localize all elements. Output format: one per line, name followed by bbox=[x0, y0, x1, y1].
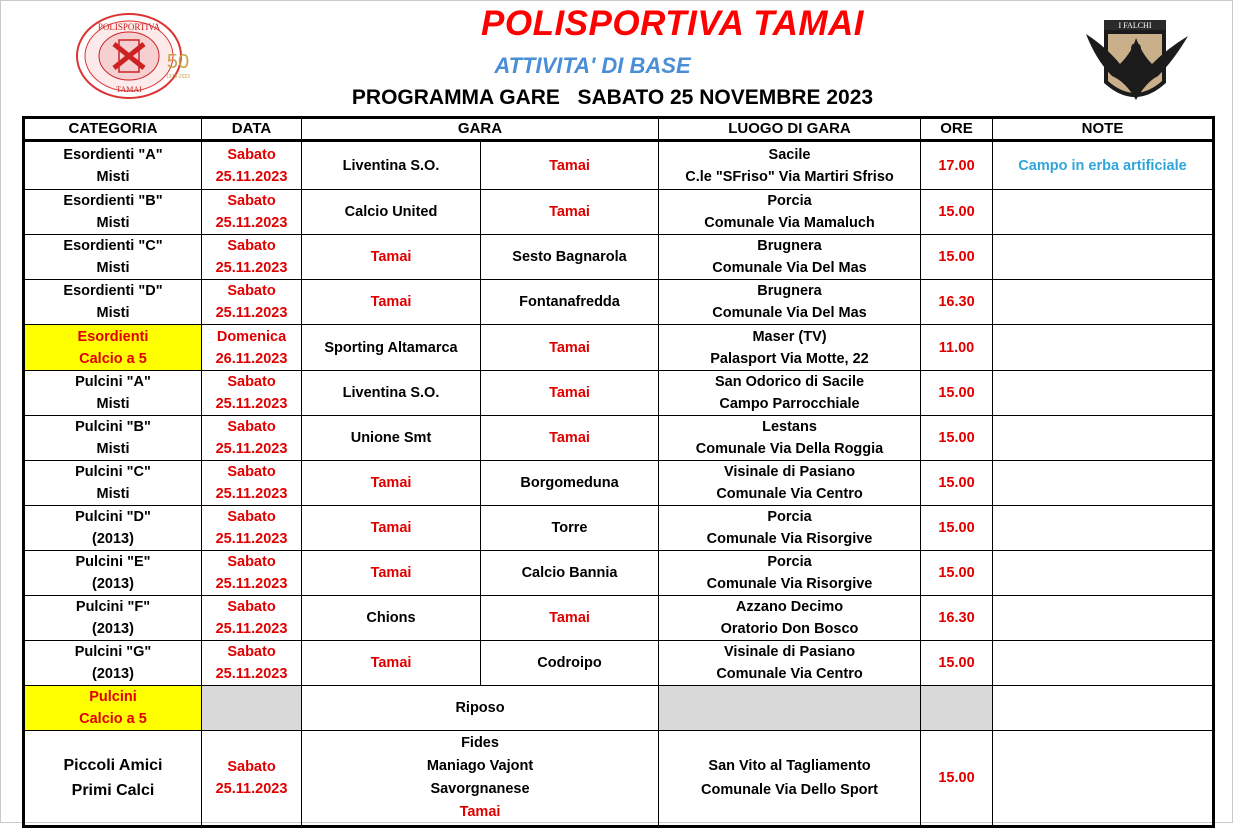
header-categoria: CATEGORIA bbox=[24, 118, 202, 141]
note-cell bbox=[993, 596, 1214, 641]
away-team-cell: Calcio Bannia bbox=[481, 551, 659, 596]
category-cell bbox=[24, 551, 202, 596]
category-cell bbox=[24, 416, 202, 461]
cell-line-2: Calcio a 5 bbox=[79, 350, 147, 367]
cell-line-2: Comunale Via Risorgive bbox=[706, 531, 873, 547]
cell-line-1: Sabato bbox=[227, 554, 276, 570]
note-cell bbox=[993, 551, 1214, 596]
cell-line-1: San Vito al Tagliamento bbox=[708, 758, 871, 774]
venue-cell bbox=[659, 371, 921, 416]
cell-line-1: Sacile bbox=[768, 146, 811, 163]
team-name: Savorgnanese bbox=[430, 781, 530, 797]
cell-line-1: Sabato bbox=[227, 644, 276, 660]
category-cell bbox=[24, 371, 202, 416]
table-row bbox=[24, 416, 1214, 461]
cell-line-2: (2013) bbox=[92, 621, 134, 637]
away-team-cell: Tamai bbox=[481, 596, 659, 641]
category-cell bbox=[24, 461, 202, 506]
away-team-cell: Borgomeduna bbox=[481, 461, 659, 506]
away-team-cell: Tamai bbox=[481, 141, 659, 190]
date-cell bbox=[202, 731, 302, 827]
home-team-cell: Tamai bbox=[302, 641, 481, 686]
cell-line-2: Palasport Via Motte, 22 bbox=[710, 350, 869, 367]
cell-line-1: Sabato bbox=[227, 464, 276, 480]
away-team-cell: Tamai bbox=[481, 190, 659, 235]
cell-line-1: Sabato bbox=[227, 238, 276, 254]
cell-line-1: Esordienti "C" bbox=[63, 238, 163, 254]
cell-line-2: 25.11.2023 bbox=[215, 621, 288, 637]
category-cell bbox=[24, 190, 202, 235]
header-note: NOTE bbox=[993, 118, 1214, 141]
away-team-cell: Tamai bbox=[481, 325, 659, 371]
cell-line-1: Esordienti bbox=[77, 328, 149, 345]
cell-line-1: Esordienti "B" bbox=[63, 193, 163, 209]
page-subtitle: ATTIVITA' DI BASE bbox=[494, 53, 691, 78]
cell-line-2: 25.11.2023 bbox=[215, 666, 288, 682]
cell-line-2: Misti bbox=[96, 168, 130, 185]
date-cell bbox=[202, 596, 302, 641]
category-cell bbox=[24, 506, 202, 551]
category-cell bbox=[24, 641, 202, 686]
away-team-cell: Tamai bbox=[481, 416, 659, 461]
away-team-cell: Codroipo bbox=[481, 641, 659, 686]
page-title: POLISPORTIVA TAMAI bbox=[481, 4, 864, 43]
note-cell bbox=[993, 506, 1214, 551]
category-cell bbox=[24, 686, 202, 731]
header-gara: GARA bbox=[302, 118, 659, 141]
date-cell bbox=[202, 280, 302, 325]
cell-line-1: Lestans bbox=[762, 419, 817, 435]
away-team-cell: Sesto Bagnarola bbox=[481, 235, 659, 280]
category-cell bbox=[24, 325, 202, 371]
cell-line-1: Sabato bbox=[227, 374, 276, 390]
note-cell bbox=[993, 641, 1214, 686]
time-cell: 15.00 bbox=[921, 190, 993, 235]
logo-years: 1973-2023 bbox=[166, 74, 190, 80]
category-cell bbox=[24, 596, 202, 641]
cell-line-1: Sabato bbox=[227, 193, 276, 209]
away-team-cell: Torre bbox=[481, 506, 659, 551]
table-row bbox=[24, 280, 1214, 325]
home-team-cell: Tamai bbox=[302, 551, 481, 596]
cell-line-1: Porcia bbox=[767, 509, 812, 525]
venue-cell bbox=[659, 641, 921, 686]
header-data: DATA bbox=[202, 118, 302, 141]
date-cell bbox=[202, 371, 302, 416]
cell-line-2: Misti bbox=[96, 215, 130, 231]
cell-line-1: Azzano Decimo bbox=[735, 599, 844, 615]
time-cell: 15.00 bbox=[921, 641, 993, 686]
cell-line-2: 25.11.2023 bbox=[215, 168, 288, 185]
note-cell bbox=[993, 371, 1214, 416]
cell-line-2: Oratorio Don Bosco bbox=[720, 621, 859, 637]
team-name: Tamai bbox=[459, 804, 501, 820]
table-row-piccoli-amici bbox=[24, 731, 1214, 827]
i-falchi-logo bbox=[1076, 12, 1196, 110]
venue-cell bbox=[659, 141, 921, 190]
category-cell bbox=[24, 731, 202, 827]
date-cell bbox=[202, 551, 302, 596]
venue-cell bbox=[659, 416, 921, 461]
time-cell: 15.00 bbox=[921, 416, 993, 461]
category-cell bbox=[24, 141, 202, 190]
logo-badge-50: 50 bbox=[166, 51, 190, 73]
cell-line-1: Pulcini bbox=[89, 689, 137, 705]
note-cell bbox=[993, 416, 1214, 461]
cell-line-1: Brugnera bbox=[757, 283, 822, 299]
note-cell: Campo in erba artificiale bbox=[993, 141, 1214, 190]
match-schedule-table bbox=[22, 116, 1215, 828]
cell-line-2: C.le "SFriso" Via Martiri Sfriso bbox=[685, 168, 894, 185]
cell-line-1: Sabato bbox=[227, 509, 276, 525]
cell-line-2: 26.11.2023 bbox=[215, 350, 288, 367]
home-team-cell: Sporting Altamarca bbox=[302, 325, 481, 371]
home-team-cell: Liventina S.O. bbox=[302, 371, 481, 416]
time-cell: 16.30 bbox=[921, 596, 993, 641]
cell-line-1: Piccoli Amici bbox=[63, 757, 163, 774]
program-heading: PROGRAMMA GARE SABATO 25 NOVEMBRE 2023 bbox=[351, 86, 874, 109]
cell-line-2: Comunale Via Del Mas bbox=[712, 260, 867, 276]
table-header-row bbox=[24, 118, 1214, 141]
table-row bbox=[24, 641, 1214, 686]
cell-line-1: Visinale di Pasiano bbox=[723, 464, 856, 480]
home-team-cell: Unione Smt bbox=[302, 416, 481, 461]
header-ore: ORE bbox=[921, 118, 993, 141]
table-row-rest bbox=[24, 686, 1214, 731]
logo-ring-text: POLISPORTIVA bbox=[97, 22, 161, 32]
home-team-cell: Tamai bbox=[302, 280, 481, 325]
away-team-cell: Fontanafredda bbox=[481, 280, 659, 325]
cell-line-1: Pulcini "B" bbox=[75, 419, 151, 435]
time-cell: 15.00 bbox=[921, 461, 993, 506]
time-cell-empty bbox=[921, 686, 993, 731]
cell-line-2: 25.11.2023 bbox=[215, 781, 288, 797]
cell-line-2: Comunale Via Risorgive bbox=[706, 576, 873, 592]
cell-line-2: Calcio a 5 bbox=[79, 711, 147, 727]
table-row bbox=[24, 596, 1214, 641]
cell-line-1: Sabato bbox=[227, 283, 276, 299]
cell-line-1: Domenica bbox=[216, 328, 287, 345]
venue-cell bbox=[659, 461, 921, 506]
cell-line-1: Sabato bbox=[227, 599, 276, 615]
cell-line-2: Misti bbox=[96, 486, 130, 502]
date-cell bbox=[202, 416, 302, 461]
cell-line-1: Brugnera bbox=[757, 238, 822, 254]
cell-line-2: Misti bbox=[96, 260, 130, 276]
cell-line-2: Primi Calci bbox=[71, 782, 155, 799]
rest-cell: Riposo bbox=[302, 686, 659, 731]
cell-line-2: (2013) bbox=[92, 531, 134, 547]
cell-line-2: 25.11.2023 bbox=[215, 441, 288, 457]
cell-line-2: (2013) bbox=[92, 576, 134, 592]
venue-cell bbox=[659, 551, 921, 596]
note-cell bbox=[993, 280, 1214, 325]
cell-line-2: Misti bbox=[96, 305, 130, 321]
away-team-cell: Tamai bbox=[481, 371, 659, 416]
date-cell bbox=[202, 641, 302, 686]
header-luogo: LUOGO DI GARA bbox=[659, 118, 921, 141]
cell-line-1: Pulcini "D" bbox=[75, 509, 151, 525]
venue-cell bbox=[659, 596, 921, 641]
teams-cell bbox=[302, 731, 659, 827]
home-team-cell: Calcio United bbox=[302, 190, 481, 235]
time-cell: 17.00 bbox=[921, 141, 993, 190]
date-cell bbox=[202, 190, 302, 235]
venue-cell bbox=[659, 190, 921, 235]
cell-line-1: Pulcini "G" bbox=[74, 644, 152, 660]
cell-line-1: San Odorico di Sacile bbox=[714, 374, 865, 390]
cell-line-2: 25.11.2023 bbox=[215, 260, 288, 276]
cell-line-1: Pulcini "C" bbox=[75, 464, 151, 480]
cell-line-1: Esordienti "A" bbox=[63, 146, 163, 163]
venue-cell bbox=[659, 731, 921, 827]
table-row bbox=[24, 141, 1214, 190]
cell-line-2: 25.11.2023 bbox=[215, 305, 288, 321]
time-cell: 15.00 bbox=[921, 551, 993, 596]
cell-line-2: Misti bbox=[96, 396, 130, 412]
cell-line-2: Comunale Via Dello Sport bbox=[701, 782, 879, 798]
table-row bbox=[24, 371, 1214, 416]
team-name: Fides bbox=[461, 735, 499, 751]
cell-line-2: 25.11.2023 bbox=[215, 486, 288, 502]
cell-line-2: 25.11.2023 bbox=[215, 215, 288, 231]
date-cell-empty bbox=[202, 686, 302, 731]
home-team-cell: Tamai bbox=[302, 461, 481, 506]
polisportiva-tamai-logo bbox=[74, 12, 196, 100]
note-cell bbox=[993, 731, 1214, 827]
cell-line-2: Comunale Via Del Mas bbox=[712, 305, 867, 321]
note-cell bbox=[993, 235, 1214, 280]
venue-cell bbox=[659, 506, 921, 551]
cell-line-1: Esordienti "D" bbox=[63, 283, 163, 299]
date-cell bbox=[202, 461, 302, 506]
cell-line-1: Porcia bbox=[767, 193, 812, 209]
table-row bbox=[24, 461, 1214, 506]
table-row bbox=[24, 506, 1214, 551]
category-cell bbox=[24, 280, 202, 325]
time-cell: 15.00 bbox=[921, 371, 993, 416]
cell-line-1: Sabato bbox=[227, 419, 276, 435]
time-cell: 15.00 bbox=[921, 731, 993, 827]
table-row bbox=[24, 235, 1214, 280]
date-cell bbox=[202, 506, 302, 551]
date-cell bbox=[202, 141, 302, 190]
cell-line-2: Comunale Via Centro bbox=[716, 666, 863, 682]
cell-line-2: Comunale Via Mamaluch bbox=[704, 215, 875, 231]
venue-cell bbox=[659, 235, 921, 280]
cell-line-2: Campo Parrocchiale bbox=[719, 396, 860, 412]
time-cell: 16.30 bbox=[921, 280, 993, 325]
home-team-cell: Tamai bbox=[302, 235, 481, 280]
cell-line-1: Pulcini "F" bbox=[75, 599, 151, 615]
venue-cell bbox=[659, 280, 921, 325]
time-cell: 15.00 bbox=[921, 506, 993, 551]
cell-line-2: 25.11.2023 bbox=[215, 396, 288, 412]
note-cell bbox=[993, 461, 1214, 506]
note-cell bbox=[993, 190, 1214, 235]
table-row bbox=[24, 190, 1214, 235]
cell-line-1: Visinale di Pasiano bbox=[723, 644, 856, 660]
cell-line-2: Comunale Via Della Roggia bbox=[695, 441, 884, 457]
cell-line-1: Sabato bbox=[227, 759, 276, 775]
cell-line-1: Pulcini "E" bbox=[75, 554, 151, 570]
cell-line-2: (2013) bbox=[92, 666, 134, 682]
cell-line-2: Comunale Via Centro bbox=[716, 486, 863, 502]
cell-line-2: 25.11.2023 bbox=[215, 531, 288, 547]
cell-line-1: Pulcini "A" bbox=[75, 374, 151, 390]
venue-cell bbox=[659, 325, 921, 371]
cell-line-1: Porcia bbox=[767, 554, 812, 570]
home-team-cell: Tamai bbox=[302, 506, 481, 551]
venue-cell-empty bbox=[659, 686, 921, 731]
time-cell: 15.00 bbox=[921, 235, 993, 280]
cell-line-2: Misti bbox=[96, 441, 130, 457]
cell-line-1: Sabato bbox=[227, 146, 276, 163]
date-cell bbox=[202, 325, 302, 371]
falchi-logo-text: I FALCHI bbox=[1118, 21, 1152, 30]
note-cell bbox=[993, 686, 1214, 731]
home-team-cell: Liventina S.O. bbox=[302, 141, 481, 190]
table-row bbox=[24, 551, 1214, 596]
category-cell bbox=[24, 235, 202, 280]
table-row bbox=[24, 325, 1214, 371]
team-name: Maniago Vajont bbox=[426, 758, 534, 774]
home-team-cell: Chions bbox=[302, 596, 481, 641]
cell-line-2: 25.11.2023 bbox=[215, 576, 288, 592]
note-cell bbox=[993, 325, 1214, 371]
logo-bottom-text: TAMAI bbox=[116, 85, 142, 94]
cell-line-1: Maser (TV) bbox=[752, 328, 827, 345]
date-cell bbox=[202, 235, 302, 280]
time-cell: 11.00 bbox=[921, 325, 993, 371]
